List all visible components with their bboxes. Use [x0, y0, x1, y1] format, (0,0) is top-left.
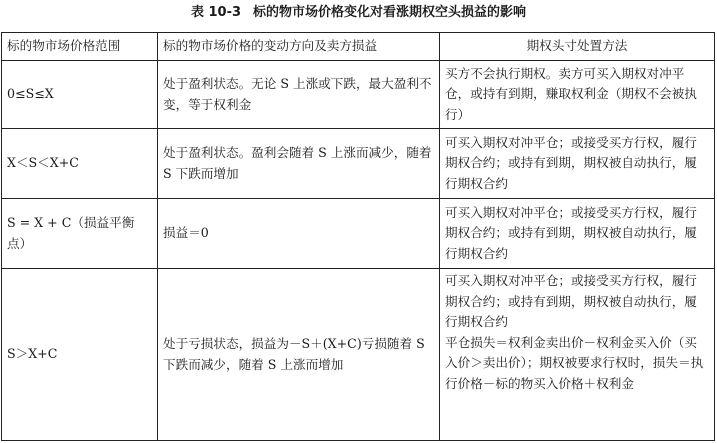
cell-handling [440, 269, 715, 441]
handling-part-loss: 平仓损失＝权利金卖出价－权利金买入价（买入价＞卖出价）；期权被要求行权时，损失＝执行价格－标的物买入价格＋权利金 [445, 334, 704, 391]
cell-movement: 处于盈利状态。无论 S 上涨或下跌，最大盈利不变，等于权利金 [158, 61, 440, 129]
table-row [2, 61, 715, 129]
cell-movement: 处于亏损状态，损益为－S＋(X+C)亏损随着 S 下跌而减少，随着 S 上涨而增加 [158, 269, 440, 441]
table-row [2, 199, 715, 269]
cell-range: S＞X+C [2, 269, 158, 441]
table-title: 标的物市场价格变化对看涨期权空头损益的影响 [253, 5, 527, 20]
cell-range: S = X + C（损益平衡点） [2, 199, 158, 269]
header-row [2, 33, 715, 61]
cell-handling: 可买入期权对冲平仓；或接受买方行权，履行期权合约；或持有到期，期权被自动执行，履行期权合约 [440, 199, 715, 269]
table-caption [0, 4, 717, 22]
header-movement-pnl: 标的物市场价格的变动方向及卖方损益 [158, 33, 440, 61]
cell-handling: 买方不会执行期权。卖方可买入期权对冲平仓，或持有到期，赚取权利金（期权不会被执行） [440, 61, 715, 129]
header-position-handling: 期权头寸处置方法 [440, 33, 715, 61]
handling-part-close: 可买入期权对冲平仓；或接受买方行权，履行期权合约；或持有到期，期权被自动执行，履行期权合约 [445, 273, 697, 329]
cell-handling: 可买入期权对冲平仓；或接受买方行权，履行期权合约；或持有到期，期权被自动执行，履行期权合约 [440, 129, 715, 199]
cell-range: 0≤S≤X [2, 61, 158, 129]
cell-movement: 损益＝0 [158, 199, 440, 269]
data-table [1, 32, 715, 441]
cell-range: X＜S＜X+C [2, 129, 158, 199]
header-price-range: 标的物市场价格范围 [2, 33, 158, 61]
table-number: 表 10-3 [190, 5, 242, 20]
table-row [2, 269, 715, 441]
cell-movement: 处于盈利状态。盈利会随着 S 上涨而减少，随着 S 下跌而增加 [158, 129, 440, 199]
table-row [2, 129, 715, 199]
